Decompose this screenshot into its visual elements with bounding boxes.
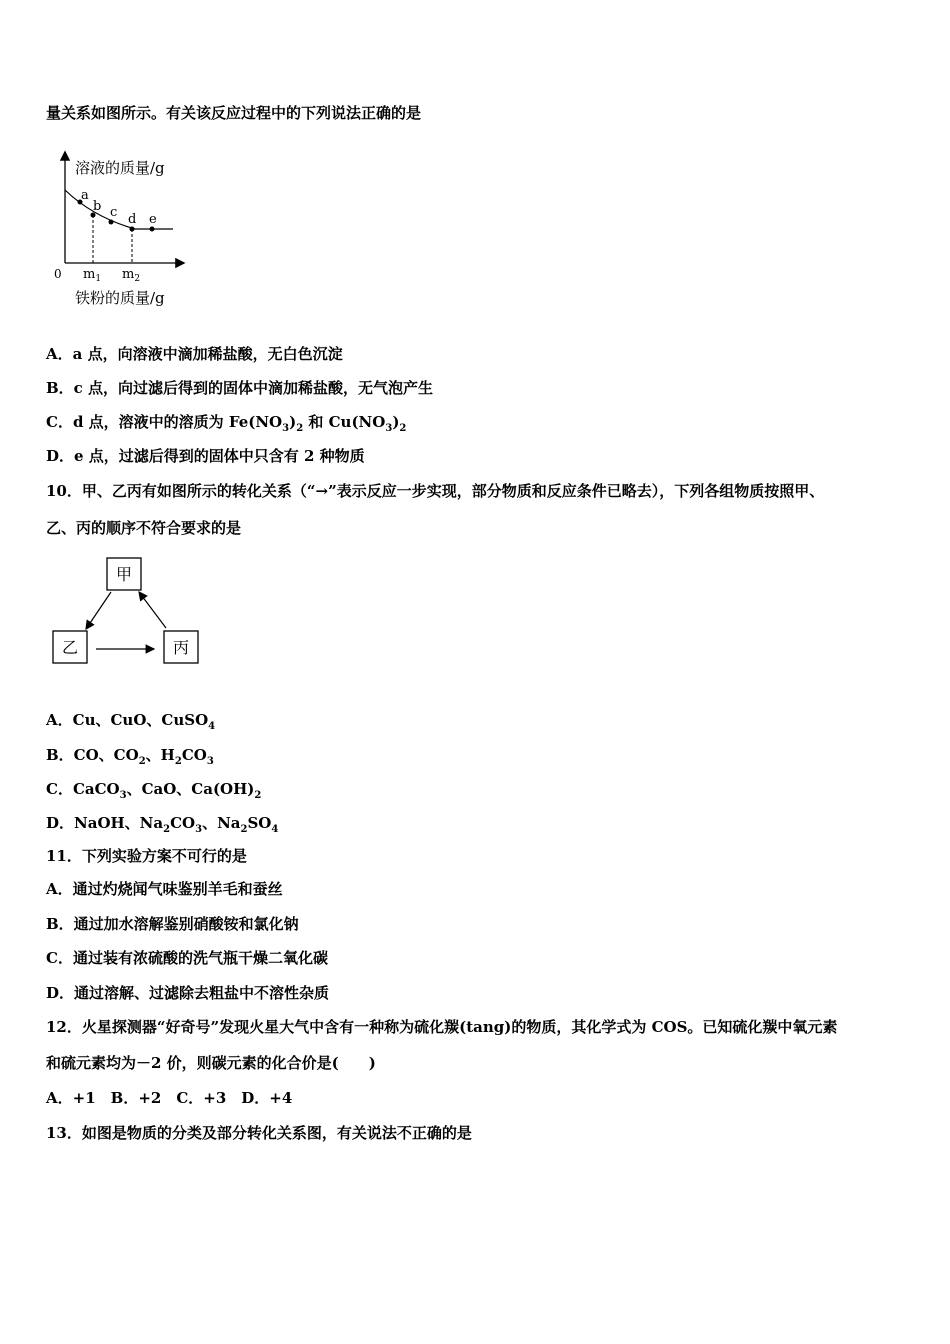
m1-label: $m_1$ (83, 267, 102, 284)
x-axis-label: 铁粉的质量/g (75, 289, 165, 307)
arrow-bing-to-jia (139, 592, 166, 628)
q10-option-a: A．Cu、CuO、CuSO$_4$ (46, 711, 216, 732)
m2-label: $m_2$ (122, 267, 141, 284)
q12-stem-line1: 12．火星探测器“好奇号”发现火星大气中含有一种称为硫化羰(tang)的物质，其化学式为 COS。已知硫化羰中氧元素 (46, 1018, 838, 1036)
intro-line: 量关系如图所示。有关该反应过程中的下列说法正确的是 (46, 104, 422, 122)
q10-stem-line1: 10．甲、乙丙有如图所示的转化关系（“→”表示反应一步实现，部分物质和反应条件已略去），下列各组物质按照甲、 (46, 482, 825, 500)
point-label-b: b (93, 199, 102, 214)
q11-option-b: B．通过加水溶解鉴别硝酸铵和氯化钠 (46, 915, 299, 933)
q9-option-b: B．c 点，向过滤后得到的固体中滴加稀盐酸，无气泡产生 (46, 379, 434, 397)
point-c (109, 220, 114, 225)
point-label-d: d (128, 212, 137, 227)
q9-option-a: A．a 点，向溶液中滴加稀盐酸，无白色沉淀 (46, 345, 343, 363)
y-axis-label: 溶液的质量/g (75, 159, 165, 177)
point-label-e: e (149, 212, 157, 227)
origin-label: 0 (54, 267, 62, 281)
q11-stem: 11．下列实验方案不可行的是 (46, 847, 247, 865)
q10-stem-line2: 乙、丙的顺序不符合要求的是 (46, 519, 242, 537)
q9-option-c: C．d 点，溶液中的溶质为 $Fe(NO_3)_2$ 和 $Cu(NO_3)_2$ (46, 413, 407, 434)
q12-stem-line2: 和硫元素均为－2 价，则碳元素的化合价是( ) (46, 1054, 376, 1072)
point-e (150, 227, 155, 232)
arrow-jia-to-yi (86, 592, 111, 629)
label-yi: 乙 (61, 638, 79, 657)
q9-option-d: D．e 点，过滤后得到的固体中只含有 2 种物质 (46, 447, 365, 465)
point-label-a: a (81, 188, 89, 203)
point-label-c: c (110, 205, 118, 220)
transformation-diagram (48, 556, 208, 666)
q13-stem: 13．如图是物质的分类及部分转化关系图，有关说法不正确的是 (46, 1124, 472, 1142)
q10-option-d: D．NaOH、$Na_2CO_3$、$Na_2SO_4$ (46, 814, 279, 835)
q11-option-a: A．通过灼烧闻气味鉴别羊毛和蚕丝 (46, 880, 283, 898)
q11-option-d: D．通过溶解、过滤除去粗盐中不溶性杂质 (46, 984, 330, 1002)
q12-options: A．+1 B．+2 C．+3 D．+4 (46, 1089, 293, 1107)
solution-mass-graph (45, 145, 195, 315)
q10-option-c: C．CaCO$_3$、CaO、$Ca(OH)_2$ (46, 780, 262, 801)
label-bing: 丙 (172, 638, 190, 657)
label-jia: 甲 (115, 565, 133, 584)
q11-option-c: C．通过装有浓硫酸的洗气瓶干燥二氧化碳 (46, 949, 328, 967)
q10-option-b: B．CO、$CO_2$、$H_2CO_3$ (46, 746, 214, 767)
point-d (130, 227, 135, 232)
